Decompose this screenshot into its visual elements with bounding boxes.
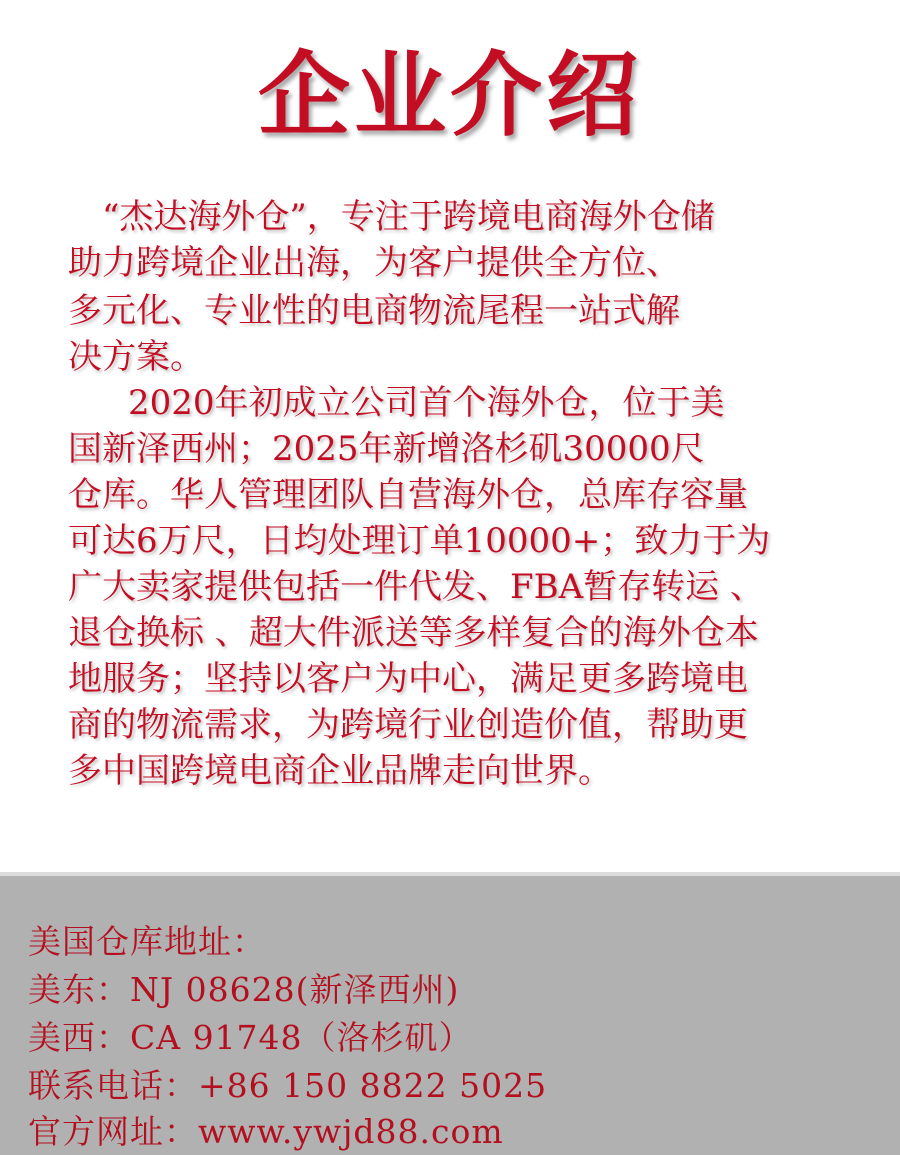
intro-line: 商的物流需求，为跨境行业创造价值，帮助更: [68, 705, 748, 745]
intro-line: 仓库。华人管理团队自营海外仓，总库存容量: [68, 475, 748, 515]
official-website: 官方网址：www.ywjd88.com: [28, 1112, 504, 1151]
contact-phone: 联系电话：+86 150 8822 5025: [28, 1066, 548, 1105]
intro-line: 2020年初成立公司首个海外仓，位于美: [128, 383, 725, 423]
intro-line: 国新泽西州；2025年新增洛杉矶30000尺: [68, 429, 705, 469]
contact-footer: [0, 872, 900, 1155]
intro-line: 多中国跨境电商企业品牌走向世界。: [68, 751, 612, 791]
intro-line: 可达6万尺，日均处理订单10000+；致力于为: [68, 521, 771, 561]
intro-line: “杰达海外仓”，专注于跨境电商海外仓储: [102, 197, 715, 237]
west-warehouse-address: 美西：CA 91748（洛杉矶）: [28, 1018, 473, 1057]
intro-line: 退仓换标 、超大件派送等多样复合的海外仓本: [68, 613, 759, 653]
intro-line: 地服务；坚持以客户为中心，满足更多跨境电: [68, 659, 748, 699]
intro-line: 助力跨境企业出海，为客户提供全方位、: [68, 243, 680, 283]
page-title: 企业介绍: [257, 41, 642, 149]
intro-line: 多元化、专业性的电商物流尾程一站式解: [68, 291, 680, 331]
east-warehouse-address: 美东：NJ 08628(新泽西州): [28, 970, 460, 1009]
intro-line: 决方案。: [68, 337, 204, 377]
intro-line: 广大卖家提供包括一件代发、FBA暂存转运 、: [68, 567, 764, 607]
warehouse-address-heading: 美国仓库地址：: [28, 922, 266, 961]
